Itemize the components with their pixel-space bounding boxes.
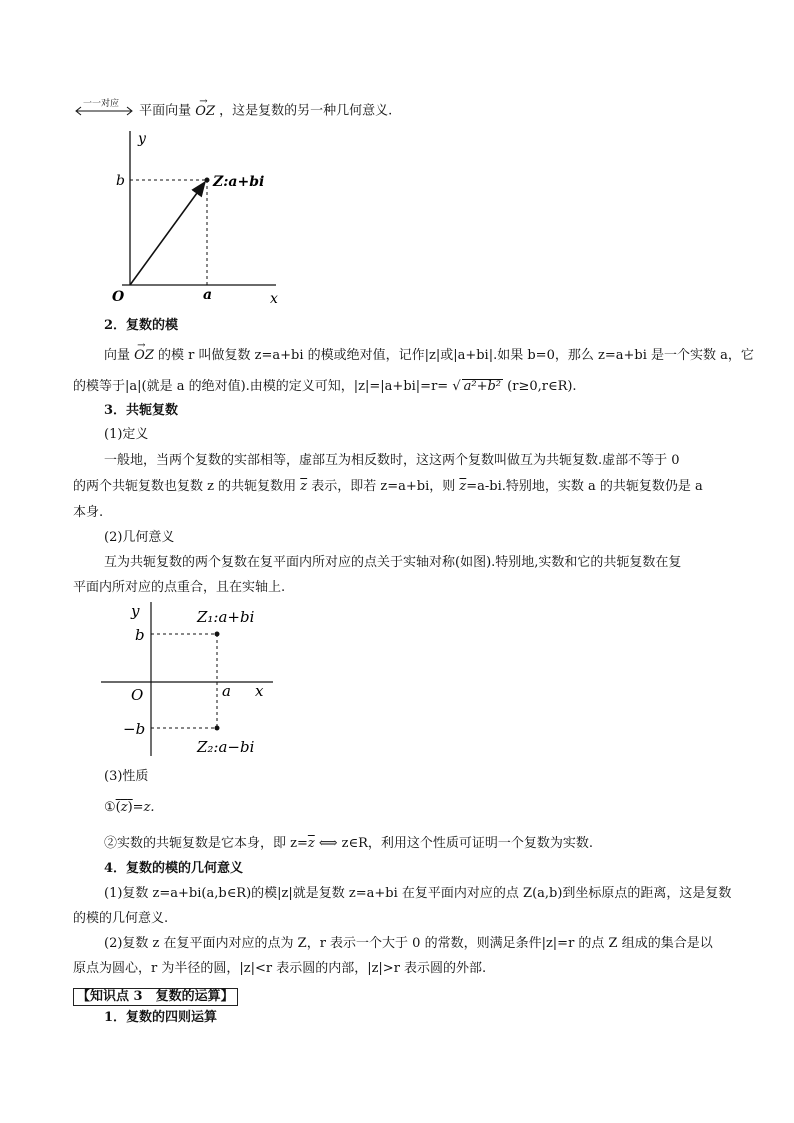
s3-prop1-mark: ① bbox=[104, 800, 116, 815]
s2-vector-oz-label: OZ bbox=[134, 348, 154, 363]
s3-def-line2-b: 表示，即若 z=a+bi，则 bbox=[311, 479, 456, 494]
vector-arrow-icon: → bbox=[199, 95, 208, 107]
section-2-heading: 2．复数的模 bbox=[104, 318, 179, 333]
s3-geo-line1: 互为共轭复数的两个复数在复平面内所对应的点关于实轴对称(如图).特别地,实数和它的共轭复数在复 bbox=[104, 555, 682, 570]
s3-zbar-2: $\overline{z}$ bbox=[459, 479, 467, 494]
s3-prop-title: (3)性质 bbox=[104, 769, 149, 784]
conjugate-figure bbox=[97, 600, 287, 760]
correspondence-arrow bbox=[73, 99, 135, 119]
s2-line1-pre: 向量 bbox=[104, 348, 131, 363]
vector-oz-label: OZ bbox=[195, 103, 215, 119]
fig2-z1-label: Z₁:a+bi bbox=[197, 608, 255, 626]
fig1-y-label: y bbox=[138, 131, 146, 147]
vector-figure bbox=[108, 125, 308, 310]
s3-def-line2-c: =a-bi.特别地，实数 a 的共轭复数仍是 a bbox=[466, 479, 703, 494]
point-z1 bbox=[215, 632, 220, 637]
sqrt-sign: √ bbox=[452, 379, 461, 394]
point-z bbox=[205, 178, 210, 183]
s2-line1 bbox=[104, 340, 754, 364]
point-z2 bbox=[215, 726, 220, 731]
fig1-b-label: b bbox=[116, 173, 125, 189]
s4-p1-line1: (1)复数 z=a+bi(a,b∈R)的模|z|就是复数 z=a+bi 在复平面内对应的点 Z(a,b)到坐标原点的距离，这是复数 bbox=[104, 886, 732, 901]
fig2-y-label: y bbox=[131, 602, 140, 620]
s2-line2-pre: 的模等于|a|(就是 a 的绝对值).由模的定义可知，|z|=|a+bi|=r= bbox=[73, 379, 449, 394]
s3-def-line3: 本身. bbox=[73, 505, 104, 520]
kp3-sub1: 1．复数的四则运算 bbox=[104, 1010, 218, 1025]
intro-text-prefix: 平面向量 bbox=[139, 103, 192, 119]
intro-line bbox=[73, 95, 393, 120]
fig2-x-label: x bbox=[255, 682, 264, 700]
correspondence-arrow-label: 一一对应 bbox=[83, 99, 120, 109]
s2-vector-oz bbox=[134, 340, 158, 363]
s3-def-title: (1)定义 bbox=[104, 427, 149, 442]
fig2-z2-label: Z₂:a−bi bbox=[197, 738, 255, 756]
double-arrow-icon bbox=[73, 103, 135, 119]
section-3-heading: 3．共轭复数 bbox=[104, 403, 179, 418]
s3-prop1-outer: (z) bbox=[115, 800, 133, 815]
s3-def-line2-a: 的两个共轭复数也复数 z 的共轭复数用 bbox=[73, 479, 297, 494]
s3-def-line2 bbox=[73, 479, 703, 495]
fig1-point-label: Z:a+bi bbox=[213, 174, 265, 190]
vector-arrow-icon: → bbox=[137, 340, 146, 351]
knowledge-point-3-label: 【知识点 3 复数的运算】 bbox=[73, 988, 238, 1006]
s3-geo-line2: 平面内所对应的点重合，且在实轴上. bbox=[73, 580, 286, 595]
s3-def-line1: 一般地，当两个复数的实部相等，虚部互为相反数时，这这两个复数叫做互为共轭复数.虚部不等于 0 bbox=[104, 453, 680, 468]
fig1-a-label: a bbox=[203, 287, 213, 303]
s3-prop1 bbox=[104, 800, 155, 816]
s4-p2-line2: 原点为圆心，r 为半径的圆，|z|<r 表示圆的内部，|z|>r 表示圆的外部. bbox=[73, 961, 487, 976]
intro-text-suffix: ，这是复数的另一种几何意义. bbox=[219, 103, 393, 119]
s3-prop2-a: ②实数的共轭复数是它本身，即 z= bbox=[104, 836, 308, 851]
s3-zbar-1: $\overline{z}$ bbox=[300, 479, 308, 494]
vector-oz bbox=[195, 95, 219, 119]
section-4-heading: 4．复数的模的几何意义 bbox=[104, 861, 244, 876]
s4-p2-line1: (2)复数 z 在复平面内对应的点为 Z，r 表示一个大于 0 的常数，则满足条件|z|=r 的点 Z 组成的集合是以 bbox=[104, 936, 713, 951]
s3-prop2 bbox=[104, 836, 593, 852]
s2-sqrt-content: a²+b² bbox=[463, 379, 502, 394]
fig2-b-label: b bbox=[135, 626, 145, 644]
s3-prop1-tail: =z. bbox=[132, 800, 155, 815]
s3-prop2-zbar: $\overline{z}$ bbox=[307, 836, 315, 851]
s3-prop2-b: ⟺ z∈R，利用这个性质可证明一个复数为实数. bbox=[318, 836, 594, 851]
s2-line1-post: 的模 r 叫做复数 z=a+bi 的模或绝对值，记作|z|或|a+bi|.如果 b=0，那么 z=a+bi 是一个实数 a，它 bbox=[158, 348, 754, 363]
fig2-a-label: a bbox=[222, 682, 231, 700]
s4-p1-line2: 的模的几何意义. bbox=[73, 911, 169, 926]
s3-prop1-inner: z bbox=[120, 800, 128, 815]
s2-line2 bbox=[73, 379, 577, 395]
fig1-origin-label: O bbox=[112, 289, 125, 305]
s2-line2-post: (r≥0,r∈R). bbox=[507, 379, 577, 394]
vector-oz-arrow bbox=[130, 182, 205, 285]
s3-geo-title: (2)几何意义 bbox=[104, 530, 175, 545]
fig2-neg-b-label: −b bbox=[123, 720, 146, 738]
fig2-origin-label: O bbox=[131, 686, 144, 704]
fig1-x-label: x bbox=[270, 291, 278, 307]
